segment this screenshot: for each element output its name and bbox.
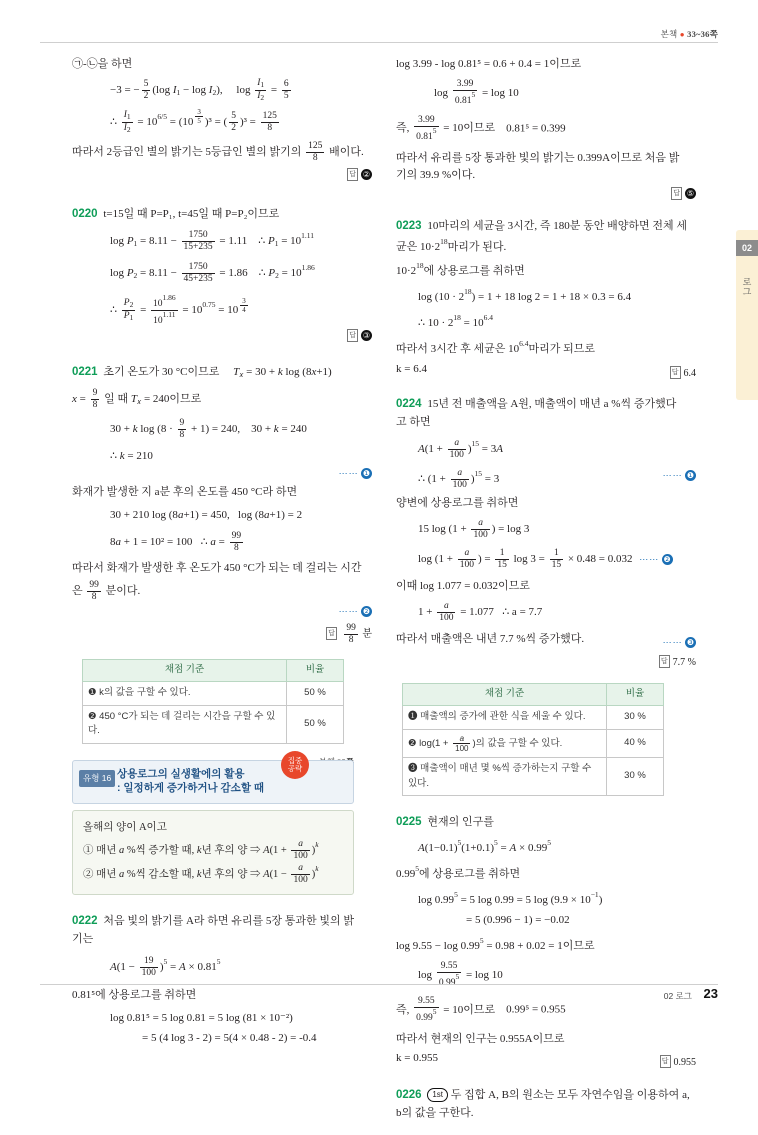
problem-0225-l4: $\log 9.55 - \log 0.99^5 = 0.98 + 0.02 = 1$이므로 <box>396 936 595 953</box>
problem-0222-line: 0.81⁵에 상용로그를 취하면 <box>72 988 197 1001</box>
problem-number-0220: 0220 <box>72 207 98 220</box>
chapter-side-tab <box>736 230 758 400</box>
problem-0225-l3: = 5 (0.996 − 1) = −0.02 <box>466 914 570 927</box>
answer-box-icon: 답 <box>659 655 670 668</box>
answer-box-icon: 답 <box>326 627 337 640</box>
rubric1-row1-mark: ❷ <box>88 710 97 722</box>
type-box-16 <box>72 755 354 895</box>
header-dot-icon: ● <box>679 30 685 39</box>
continued-eq2: ∴ $\frac{I_1}{I_2}$ = $10^{6/5} = (10$ $^{\frac{3}{5}}$ )³ = ( $\frac{5}{2}$ )³ = $\frac{125}{8}$ <box>110 108 277 134</box>
focus-badge-line2: 공략 <box>287 764 303 774</box>
type-title-line1: 상용로그의 실생활에의 활용 <box>117 767 245 780</box>
cont-0222-l3c: 0.81⁵ = 0.399 <box>506 122 566 135</box>
answer-0219: 답 ② <box>349 170 371 179</box>
problem-0220-eq2: $\log P_2 = 8.11$ − $\frac{1750}{45+235}$ = 1.86 ∴ $P_2 = 10^{1.86}$ <box>110 262 315 285</box>
header-ref-pages: 33~36쪽 <box>687 29 718 39</box>
problem-0222-l2: = 5 (4 log 3 - 2) = 5(4 × 0.48 - 2) = -0.4 <box>142 1031 317 1044</box>
first-badge: 1st <box>427 1088 448 1102</box>
rubric-table-1 <box>82 659 344 744</box>
rubric2-header-rate: 비율 <box>607 684 664 706</box>
rubric1-row0-text: ❶ k의 값을 구할 수 있다. <box>83 681 287 705</box>
problem-0225-l8: k = 0.955 <box>396 1052 438 1065</box>
problem-0220 <box>72 206 372 345</box>
cont-0222-l1: log 3.99 - log 0.81⁵ = 0.6 + 0.4 = 1이므로 <box>396 58 582 70</box>
problem-0221-eq1: 30 + k log (8 · $\frac{9}{8}$ + 1) = 240, 30 + k = 240 <box>110 418 307 441</box>
header-divider <box>40 42 718 43</box>
problem-0226-stem: 두 집합 A, B의 원소는 모두 자연수임을 이용하여 a, <box>450 1088 690 1101</box>
problem-0223-l3: ∴ $10 \cdot 2^{18} = 10^{6.4}$ <box>418 313 494 330</box>
problem-0221-concl1: 따라서 화재가 발생한 후 온도가 450 °C가 되는 데 걸리는 시간 <box>72 561 362 574</box>
problem-0224-l6: 따라서 매출액은 내년 7.7 %씩 증가했다. <box>396 632 585 645</box>
problem-0223-l5: k = 6.4 <box>396 363 427 376</box>
problem-0225-l5: log $\frac{9.55}{^5}$ = log 10 <box>418 961 503 982</box>
answer-0221: 답 $\frac{99}{8}$ 분 <box>328 623 372 646</box>
problem-0224-stem2: 고 하면 <box>396 415 431 428</box>
problem-0223-stem: 10마리의 세균을 3시간, 즉 180분 동안 배양하면 전체 세 <box>427 220 687 233</box>
step-mark-3: ⋯⋯ ❸ <box>662 636 695 647</box>
table-row <box>403 705 664 729</box>
problem-number-0221: 0221 <box>72 366 98 379</box>
rubric1-header-criteria: 채점 기준 <box>83 660 287 682</box>
problem-0222-stem: 처음 빛의 밝기를 A라 하면 유리를 5장 통과한 빛의 밝 <box>103 914 355 927</box>
continued-conclusion-tail: 배이다. <box>329 146 364 159</box>
continued-lead: ㉠-㉡을 하면 <box>72 58 133 70</box>
problem-0225-e1: $A(1-0.1)^5(1+0.1)^5 = A \times 0.99^5$ <box>418 838 551 855</box>
problem-0221-eq3: 30 + 210 log (8a+1) = 450, log (8a+1) = 2 <box>110 508 303 521</box>
step-mark-1: ⋯⋯ ❶ <box>338 467 371 478</box>
answer-box-icon: 답 <box>670 366 681 379</box>
problem-0223-l1: $10\cdot 2^{18}$에 상용로그를 취하면 <box>396 261 525 278</box>
problem-0221-stem: 초기 온도가 30 °C이므로 <box>103 366 220 379</box>
type-tag: 유형 16 <box>79 770 115 787</box>
problem-0224 <box>396 396 696 670</box>
answer-0224-value: 7.7 % <box>672 656 696 668</box>
problem-0222-stem2: 기는 <box>72 932 94 945</box>
problem-0225-l2: $\log 0.99^5 = 5$ log 0.99 = 5 $\log (9.9 \times 10^{-1})$ <box>418 890 603 907</box>
problem-number-0223: 0223 <box>396 220 422 233</box>
footer-page-number: 23 <box>703 986 718 1001</box>
rubric2-row1-mark: ❷ <box>408 737 417 749</box>
table-row <box>403 757 664 795</box>
problem-number-0225: 0225 <box>396 816 422 829</box>
cont-0222-l5: 기의 39.9 %이다. <box>396 168 476 181</box>
table-header-row <box>83 660 344 682</box>
problem-0222-l1: log 0.81⁵ = 5 log 0.81 = 5 log (81 × 10⁻²) <box>110 1011 293 1024</box>
type-box-body <box>72 810 354 895</box>
problem-0224-stem: 15년 전 매출액을 A원, 매출액이 매년 a %씩 증가했다 <box>427 397 677 410</box>
answer-0225 <box>396 1055 696 1071</box>
problem-0226 <box>396 1087 696 1122</box>
type-body-lead: 올해의 양이 A이고 <box>83 821 167 833</box>
rubric2-row2-mark: ❸ <box>408 762 418 774</box>
problem-0222 <box>72 913 372 1047</box>
problem-0223-l4: 따라서 3시간 후 세균은 $10^{6.4}$마리가 되므로 <box>396 339 596 356</box>
problem-0220-stem: t=15일 때 P=P₁, t=45일 때 P=P₂이므로 <box>103 207 280 220</box>
type-title-line2: : 일정하게 증가하거나 감소할 때 <box>117 782 265 795</box>
rubric1-row1-rate: 50 % <box>287 705 344 743</box>
problem-0224-e1: A(1 + $\frac{a}{100}$ )$^{15}$ = 3A <box>418 437 503 460</box>
problem-number-0226: 0226 <box>396 1088 422 1101</box>
side-tab-label: 로그 <box>742 277 752 297</box>
footer-divider <box>40 984 718 985</box>
focus-badge-line1: 집중 <box>287 755 303 765</box>
continued-conclusion: 따라서 2등급인 별의 밝기는 5등급인 별의 밝기의 $\frac{125}{8}$ 배이다. <box>72 141 364 164</box>
problem-number-0224: 0224 <box>396 397 422 410</box>
footer-chapter: 02 로그 <box>663 991 692 1001</box>
page-header <box>661 28 718 40</box>
problem-0224-l1: 양변에 상용로그를 취하면 <box>396 497 519 510</box>
type-body-item1: ① 매년 a %씩 증가할 때, k년 후의 양 ⇒ A(1 + $\frac{a}{100}$ )$^k$ <box>83 839 319 861</box>
rubric1-header-rate: 비율 <box>287 660 344 682</box>
table-row <box>403 729 664 757</box>
rubric2-row1-text: ❷ log(1 + $\frac{a}{100}$ )의 값을 구할 수 있다. <box>403 729 607 757</box>
problem-0223-stem2: 균은 $10\cdot 2^{18}$마리가 된다. <box>396 237 507 254</box>
problem-0220-eq1: $\log P_1 = 8.11$ − $\frac{1750}{15+235}$ = 1.11 ∴ $P_1 = 10^{1.11}$ <box>110 230 315 253</box>
problem-0225-l7: 따라서 현재의 인구는 0.955A이므로 <box>396 1033 565 1046</box>
problem-0225-l1: 0.99$^5$에 상용로그를 취하면 <box>396 864 521 881</box>
problem-0226-stem2: b의 값을 구한다. <box>396 1106 474 1119</box>
continued-conclusion-text: 따라서 2등급인 별의 밝기는 5등급인 별의 밝기의 <box>72 146 302 159</box>
problem-0221-formula: $T_𝑥 = 30 + k$ log (8x+1) <box>233 366 332 380</box>
continued-eq1: −3 = − $\frac{5}{2}$ (log $I_1 - \log I_2$), log $\frac{I_1}{I_2}$ = $\frac{6}{5}$ <box>110 78 289 102</box>
problem-0221 <box>72 364 372 646</box>
cont-0222-l2: log $\frac{3.99}{0.81^5}$ = log 10 <box>434 79 519 106</box>
table-row <box>83 705 344 743</box>
answer-0224 <box>396 655 696 671</box>
answer-box-icon: 답 <box>347 329 358 342</box>
rubric2-header-criteria: 채점 기준 <box>403 684 607 706</box>
answer-0223 <box>396 366 696 382</box>
rubric-table-2 <box>402 683 664 796</box>
step-mark-1: ⋯⋯ ❶ <box>662 469 695 480</box>
problem-0223 <box>396 218 696 382</box>
step-mark-2: ⋯⋯ ❷ <box>338 605 371 616</box>
problem-0220-eq3: ∴ $\frac{P_2}{P_1}$ = $\frac{10^{1.86}}{10^{1.11}}$ = $10^{0.75} = 10$ $^{\frac{3}{4}}$ <box>110 293 246 327</box>
rubric1-row0-mark: ❶ <box>88 686 97 698</box>
type-body-item2: ② 매년 a %씩 감소할 때, k년 후의 양 ⇒ A(1 − $\frac{a}{100}$ )$^k$ <box>83 863 319 885</box>
problem-0221-eq2: ∴ k = 210 <box>110 449 153 462</box>
problem-0224-l5: 1 + $\frac{a}{100}$ = 1.077 ∴ a = 7.7 <box>418 601 543 623</box>
rubric1-row1-text: ❷ 450 °C가 되는 데 걸리는 시간을 구할 수 있다. <box>83 705 287 743</box>
answer-0225-value: 0.955 <box>673 1057 696 1069</box>
problem-0221-cond: x = $\frac{9}{8}$ 일 때 $T_𝑥 = 240$이므로 <box>72 388 202 411</box>
continued-0222 <box>396 56 696 202</box>
problem-0221-mid: 화재가 발생한 지 a분 후의 온도를 450 °C라 하면 <box>72 485 298 498</box>
answer-box-icon: 답 <box>671 187 682 200</box>
left-column <box>72 56 372 1060</box>
cont-0222-l3: 즉, $\frac{3.99}{0.81^5}$ = 10이므로 0.81⁵ = 0.399 <box>396 114 566 142</box>
rubric1-row0-rate: 50 % <box>287 681 344 705</box>
cont-0222-l4: 따라서 유리를 5장 통과한 빛의 밝기는 0.399A이므로 처음 밝 <box>396 151 680 164</box>
answer-0223-value: 6.4 <box>683 368 696 380</box>
rubric2-row2-rate: 30 % <box>607 757 664 795</box>
problem-0221-eq4: 8a + 1 = 10² = 100 ∴ a = $\frac{99}{8}$ <box>110 530 242 553</box>
answer-box-icon: 답 <box>347 168 358 181</box>
page-footer <box>40 984 718 1002</box>
table-header-row <box>403 684 664 706</box>
problem-0225 <box>396 814 696 1070</box>
problem-number-0222: 0222 <box>72 914 98 927</box>
rubric2-row0-rate: 30 % <box>607 705 664 729</box>
right-column <box>396 56 696 1135</box>
rubric2-row1-rate: 40 % <box>607 729 664 757</box>
problem-0224-e2: ∴ (1 + $\frac{a}{100}$ )$^{15}$ = 3 <box>418 467 500 490</box>
side-tab-number: 02 <box>736 240 758 256</box>
answer-0220: 답 ③ <box>349 330 371 340</box>
continued-solution <box>72 56 372 184</box>
problem-0224-l4: 이때 log 1.077 = 0.032이므로 <box>396 580 530 593</box>
table-row <box>83 681 344 705</box>
answer-0221-unit: 분 <box>362 628 372 640</box>
problem-0224-l2: 15 log (1 + $\frac{a}{100}$ ) = log 3 <box>418 518 530 541</box>
rubric2-row0-mark: ❶ <box>408 710 418 722</box>
rubric2-row0-text: ❶ 매출액의 증가에 관한 식을 세울 수 있다. <box>403 705 607 729</box>
problem-0225-l6: 즉, $\frac{9.55}{0.99^5}$ = 10이므로 0.99⁵ = 0.955 <box>396 996 566 1024</box>
header-ref-label: 본책 <box>660 29 678 39</box>
problem-0222-eq: A(1 − $\frac{19}{100}$ )$^5 = A \times 0.81^5$ <box>110 955 221 978</box>
problem-0225-l6c: 0.99⁵ = 0.955 <box>506 1003 566 1016</box>
problem-0224-l3: log (1 + $\frac{a}{100}$ ) = $\frac{1}{15}$ log 3 = $\frac{1}{15}$ × 0.48 = 0.032 ⋯⋯ ❷ <box>418 548 671 571</box>
answer-0222: 답 ⑤ <box>673 188 695 198</box>
problem-0224-l5r: ∴ a = 7.7 <box>502 606 543 619</box>
answer-box-icon: 답 <box>660 1055 671 1068</box>
type-box-header <box>72 755 354 804</box>
problem-0221-concl2: 은 $\frac{99}{8}$ 분이다. <box>72 579 141 602</box>
problem-0223-l2: $\log (10 \cdot 2^{18}) = 1 + 18$ log 2 = 1 + 18 × 0.3 = 6.4 <box>418 287 632 304</box>
focus-badge <box>281 751 309 779</box>
problem-0225-stem: 현재의 인구를 <box>427 816 494 829</box>
rubric2-row2-text: ❸ 매출액이 매년 몇 %씩 증가하는지 구할 수 있다. <box>403 757 607 795</box>
